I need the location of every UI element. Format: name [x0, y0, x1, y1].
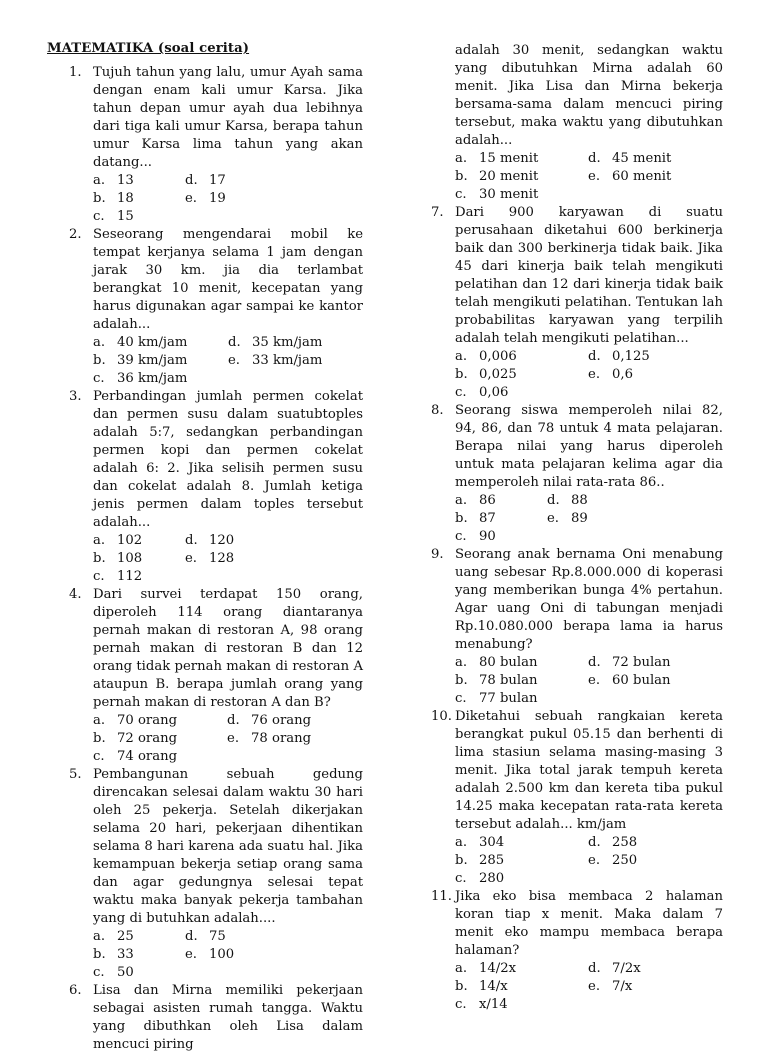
option-row: [455, 690, 723, 708]
option-b: [455, 978, 588, 996]
option-row: [93, 352, 363, 370]
option-letter: d.: [588, 151, 601, 166]
question-number: [47, 226, 93, 334]
question-9: [427, 546, 723, 708]
option-text: 50: [117, 965, 134, 980]
question-stem: [47, 388, 363, 532]
option-letter: c.: [455, 691, 467, 706]
option-text: 14/x: [479, 979, 508, 994]
option-text: 39 km/jam: [117, 353, 188, 368]
answer-options: [93, 712, 363, 766]
option-b: [93, 550, 185, 568]
option-letter: a.: [93, 929, 106, 944]
option-row: [93, 568, 363, 586]
option-e: [547, 510, 667, 528]
option-letter: a.: [455, 961, 468, 976]
option-c: [93, 370, 233, 388]
question-stem: [427, 204, 723, 348]
option-letter: d.: [588, 835, 601, 850]
option-text: 15: [117, 209, 134, 224]
option-d: [588, 348, 723, 366]
question-stem: [47, 64, 363, 172]
option-letter: e.: [588, 367, 601, 382]
option-letter: c.: [93, 371, 105, 386]
question-number: [427, 888, 455, 960]
option-letter: a.: [455, 151, 468, 166]
option-e: [185, 550, 305, 568]
question-text: Tujuh tahun yang lalu, umur Ayah sama dengan enam kali umur Karsa. Jika tahun depan umur ayah dua lebihnya dari tiga kali umur Karsa, berapa tahun umur Karsa lima tahun yang akan datang...: [93, 65, 363, 170]
option-b: [455, 852, 588, 870]
question-number-label: 8.: [431, 403, 444, 418]
option-text: 74 orang: [117, 749, 178, 764]
answer-options: [455, 834, 723, 888]
option-c: [455, 528, 547, 546]
option-text: 304: [479, 835, 505, 850]
option-a: [455, 348, 588, 366]
option-e: [185, 946, 305, 964]
option-text: 112: [117, 569, 143, 584]
option-e: [588, 672, 723, 690]
option-text: x/14: [479, 997, 508, 1012]
option-text: 86: [479, 493, 496, 508]
option-letter: b.: [93, 551, 106, 566]
option-d: [185, 172, 305, 190]
question-number-label: 4.: [69, 587, 82, 602]
option-text: 40 km/jam: [117, 335, 188, 350]
question-number-label: 9.: [431, 547, 444, 562]
question-text: Perbandingan jumlah permen cokelat dan permen susu dalam suatubtoples adalah 5:7, sedangkan perbandingan permen kopi dan permen cokelat adalah 6: 2. Jika selisih permen susu dan cokelat adalah 8. Jumlah ketiga jenis permen dalam toples tersebut adalah...: [93, 389, 363, 530]
option-row: [455, 186, 723, 204]
option-text: 280: [479, 871, 505, 886]
option-c: [455, 384, 593, 402]
option-text: 60 menit: [612, 169, 672, 184]
option-c: [93, 748, 231, 766]
option-letter: a.: [93, 533, 106, 548]
option-c: [455, 690, 593, 708]
option-c: [455, 996, 593, 1014]
question-number: [47, 586, 93, 712]
option-letter: b.: [455, 673, 468, 688]
option-b: [93, 190, 185, 208]
question-number: [427, 204, 455, 348]
question-6: [427, 42, 723, 204]
option-row: [455, 168, 723, 186]
question-2: [47, 226, 363, 388]
option-text: 78 orang: [251, 731, 312, 746]
question-number-label: 6.: [69, 983, 82, 998]
option-b: [93, 730, 227, 748]
question-1: [47, 64, 363, 226]
option-text: 13: [117, 173, 134, 188]
option-letter: c.: [93, 569, 105, 584]
option-text: 88: [571, 493, 588, 508]
option-row: [93, 370, 363, 388]
option-d: [588, 654, 723, 672]
option-text: 0,025: [479, 367, 517, 382]
option-row: [93, 208, 363, 226]
question-number-label: 1.: [69, 65, 82, 80]
option-row: [455, 834, 723, 852]
option-letter: e.: [228, 353, 240, 368]
option-a: [93, 334, 228, 352]
option-text: 70 orang: [117, 713, 178, 728]
option-d: [228, 334, 363, 352]
option-letter: c.: [455, 997, 467, 1012]
right-column: [427, 42, 723, 1014]
option-letter: e.: [185, 191, 197, 206]
option-e: [185, 190, 305, 208]
question-text: Dari survei terdapat 150 orang, diperoleh 114 orang diantaranya pernah makan di restoran A, 98 orang pernah makan di restoran B dan 12 orang tidak pernah makan di restoran A ataupun B. berapa jumlah orang yang pernah makan di restoran A dan B?: [93, 587, 363, 710]
answer-options: [455, 960, 723, 1014]
option-row: [455, 348, 723, 366]
option-c: [93, 208, 185, 226]
question-number-label: 10.: [431, 709, 452, 724]
option-text: 0,6: [612, 367, 634, 382]
option-letter: d.: [588, 349, 601, 364]
option-b: [93, 946, 185, 964]
option-letter: c.: [455, 529, 467, 544]
option-a: [455, 654, 588, 672]
answer-options: [455, 348, 723, 402]
option-row: [455, 384, 723, 402]
option-b: [455, 168, 588, 186]
option-letter: e.: [588, 853, 601, 868]
answer-options: [455, 492, 723, 546]
option-text: 90: [479, 529, 496, 544]
option-b: [455, 672, 588, 690]
option-text: 36 km/jam: [117, 371, 188, 386]
option-text: 45 menit: [612, 151, 672, 166]
option-e: [588, 852, 723, 870]
option-text: 72 bulan: [612, 655, 671, 670]
option-text: 18: [117, 191, 134, 206]
option-text: 35 km/jam: [252, 335, 323, 350]
option-row: [93, 928, 363, 946]
option-text: 7/x: [612, 979, 633, 994]
option-letter: d.: [588, 961, 601, 976]
option-text: 258: [612, 835, 638, 850]
option-a: [93, 532, 185, 550]
option-letter: b.: [455, 169, 468, 184]
option-letter: b.: [455, 367, 468, 382]
option-a: [93, 172, 185, 190]
option-text: 33 km/jam: [252, 353, 323, 368]
option-letter: e.: [588, 979, 601, 994]
option-a: [455, 150, 588, 168]
question-text-continued: adalah 30 menit, sedangkan waktu yang dibutuhkan Mirna adalah 60 menit. Jika Lisa dan Mirna bekerja bersama-sama dalam mencuci piring tersebut, maka waktu yang dibutuhkan adalah...: [455, 43, 723, 148]
option-text: 250: [612, 853, 638, 868]
question-number: [427, 546, 455, 654]
option-letter: b.: [93, 353, 106, 368]
option-a: [455, 492, 547, 510]
option-a: [93, 712, 227, 730]
option-row: [455, 960, 723, 978]
question-number: [47, 982, 93, 1054]
option-letter: c.: [93, 749, 105, 764]
left-column: [47, 40, 363, 1054]
question-text: Dari 900 karyawan di suatu perusahaan diketahui 600 berkinerja baik dan 300 berkinerja tidak baik. Jika 45 dari kinerja baik telah mengikuti pelatihan dan 12 dari kinerja tidak baik telah mengikuti pelatihan. Tentukan lah probabilitas karyawan yang terpilih adalah telah mengikuti pelatihan...: [455, 205, 723, 346]
answer-options: [93, 928, 363, 982]
option-text: 120: [209, 533, 235, 548]
option-text: 20 menit: [479, 169, 539, 184]
question-number-label: 5.: [69, 767, 82, 782]
option-a: [455, 960, 588, 978]
option-text: 89: [571, 511, 588, 526]
option-d: [227, 712, 363, 730]
question-stem: [427, 402, 723, 492]
option-letter: a.: [455, 835, 468, 850]
question-11: [427, 888, 723, 1014]
question-10: [427, 708, 723, 888]
option-text: 0,06: [479, 385, 509, 400]
option-row: [93, 946, 363, 964]
option-letter: d.: [185, 929, 198, 944]
option-letter: a.: [455, 655, 468, 670]
question-number: [47, 766, 93, 928]
option-letter: c.: [93, 965, 105, 980]
page-title: MATEMATIKA (soal cerita): [47, 41, 250, 56]
question-number: [47, 64, 93, 172]
question-stem: [47, 226, 363, 334]
option-text: 102: [117, 533, 143, 548]
question-stem: [427, 708, 723, 834]
option-text: 25: [117, 929, 134, 944]
option-letter: b.: [455, 853, 468, 868]
question-number-spacer: [427, 42, 455, 150]
option-b: [93, 352, 228, 370]
question-text: Seorang anak bernama Oni menabung uang sebesar Rp.8.000.000 di koperasi yang memberikan bunga 4% pertahun. Agar uang Oni di tabungan menjadi Rp.10.080.000 berapa lama ia harus menabung?: [455, 547, 723, 652]
option-row: [455, 978, 723, 996]
option-letter: d.: [185, 533, 198, 548]
option-row: [455, 672, 723, 690]
option-e: [588, 366, 723, 384]
option-text: 285: [479, 853, 505, 868]
question-5: [47, 766, 363, 982]
option-row: [93, 172, 363, 190]
option-row: [455, 654, 723, 672]
option-letter: b.: [455, 979, 468, 994]
option-text: 72 orang: [117, 731, 178, 746]
option-text: 76 orang: [251, 713, 312, 728]
option-letter: b.: [93, 947, 106, 962]
question-stem: [427, 888, 723, 960]
question-number-label: 7.: [431, 205, 444, 220]
answer-options: [93, 532, 363, 586]
option-d: [185, 928, 305, 946]
option-text: 100: [209, 947, 235, 962]
option-e: [227, 730, 363, 748]
option-letter: e.: [185, 947, 197, 962]
option-c: [455, 870, 593, 888]
option-text: 108: [117, 551, 143, 566]
question-text: Lisa dan Mirna memiliki pekerjaan sebagai asisten rumah tangga. Waktu yang dibuthkan oleh Lisa dalam mencuci piring: [93, 983, 363, 1052]
option-row: [455, 150, 723, 168]
question-4: [47, 586, 363, 766]
option-letter: e.: [588, 673, 601, 688]
answer-options: [455, 150, 723, 204]
option-text: 17: [209, 173, 226, 188]
option-letter: a.: [93, 173, 106, 188]
question-stem: [47, 982, 363, 1054]
option-letter: b.: [93, 731, 106, 746]
option-e: [588, 978, 723, 996]
option-letter: c.: [93, 209, 105, 224]
option-text: 60 bulan: [612, 673, 671, 688]
option-text: 19: [209, 191, 226, 206]
option-d: [588, 150, 723, 168]
option-c: [93, 568, 185, 586]
question-number-label: 2.: [69, 227, 82, 242]
option-d: [185, 532, 305, 550]
question-text: Diketahui sebuah rangkaian kereta berangkat pukul 05.15 dan berhenti di lima stasiun selama masing-masing 3 menit. Jika total jarak tempuh kereta adalah 2.500 km dan kereta tiba pukul 14.25 maka kecepatan rata-rata kereta tersebut adalah... km/jam: [455, 709, 723, 832]
option-a: [455, 834, 588, 852]
option-row: [93, 964, 363, 982]
option-row: [455, 852, 723, 870]
option-letter: a.: [93, 713, 106, 728]
option-row: [93, 712, 363, 730]
option-letter: e.: [547, 511, 559, 526]
option-text: 77 bulan: [479, 691, 538, 706]
question-number-label: 3.: [69, 389, 82, 404]
answer-options: [93, 172, 363, 226]
option-letter: d.: [227, 713, 240, 728]
option-text: 75: [209, 929, 226, 944]
option-row: [93, 334, 363, 352]
option-row: [455, 870, 723, 888]
option-text: 14/2x: [479, 961, 517, 976]
option-b: [455, 510, 547, 528]
option-row: [93, 730, 363, 748]
option-a: [93, 928, 185, 946]
option-text: 128: [209, 551, 235, 566]
option-row: [455, 510, 723, 528]
answer-options: [455, 654, 723, 708]
question-stem-continued: [427, 42, 723, 150]
option-d: [588, 960, 723, 978]
option-text: 15 menit: [479, 151, 539, 166]
option-text: 78 bulan: [479, 673, 538, 688]
option-row: [93, 748, 363, 766]
option-d: [547, 492, 667, 510]
option-b: [455, 366, 588, 384]
option-text: 0,006: [479, 349, 517, 364]
option-c: [455, 186, 593, 204]
option-d: [588, 834, 723, 852]
option-e: [228, 352, 363, 370]
option-row: [93, 550, 363, 568]
question-6: [47, 982, 363, 1054]
option-letter: b.: [93, 191, 106, 206]
option-letter: c.: [455, 385, 467, 400]
question-3: [47, 388, 363, 586]
option-text: 33: [117, 947, 134, 962]
option-letter: a.: [93, 335, 106, 350]
option-e: [588, 168, 723, 186]
question-stem: [427, 546, 723, 654]
option-text: 7/2x: [612, 961, 641, 976]
option-text: 30 menit: [479, 187, 539, 202]
answer-options: [93, 334, 363, 388]
option-letter: d.: [185, 173, 198, 188]
option-letter: c.: [455, 187, 467, 202]
option-row: [93, 190, 363, 208]
question-stem: [47, 586, 363, 712]
question-number-label: 11.: [431, 889, 452, 904]
option-row: [455, 528, 723, 546]
option-text: 80 bulan: [479, 655, 538, 670]
question-text: Seseorang mengendarai mobil ke tempat kerjanya selama 1 jam dengan jarak 30 km. jia dia terlambat berangkat 10 menit, kecepatan yang harus digunakan agar sampai ke kantor adalah...: [93, 227, 363, 332]
question-number: [427, 708, 455, 834]
option-letter: a.: [455, 349, 468, 364]
question-8: [427, 402, 723, 546]
option-row: [455, 366, 723, 384]
option-text: 0,125: [612, 349, 650, 364]
question-stem: [47, 766, 363, 928]
option-letter: e.: [227, 731, 240, 746]
option-row: [455, 492, 723, 510]
option-letter: c.: [455, 871, 467, 886]
option-letter: d.: [588, 655, 601, 670]
option-row: [93, 532, 363, 550]
question-7: [427, 204, 723, 402]
question-text: Seorang siswa memperoleh nilai 82, 94, 86, dan 78 untuk 4 mata pelajaran. Berapa nilai yang harus diperoleh untuk mata pelajaran kelima agar dia memperoleh nilai rata-rata 86..: [455, 403, 723, 490]
option-letter: d.: [228, 335, 241, 350]
option-letter: b.: [455, 511, 468, 526]
option-letter: e.: [185, 551, 197, 566]
question-number: [427, 402, 455, 492]
question-text: Jika eko bisa membaca 2 halaman koran tiap x menit. Maka dalam 7 menit eko mampu membaca berapa halaman?: [455, 889, 723, 958]
option-row: [455, 996, 723, 1014]
option-letter: d.: [547, 493, 560, 508]
option-c: [93, 964, 185, 982]
option-letter: e.: [588, 169, 601, 184]
question-text: Pembangunan sebuah gedung direncakan selesai dalam waktu 30 hari oleh 25 pekerja. Setelah dikerjakan selama 20 hari, pekerjaan dihentikan selama 8 hari karena ada suatu hal. Jika kemampuan bekerja setiap orang sama dan agar gedungnya selesai tepat waktu maka banyak pekerja tambahan yang di butuhkan adalah....: [93, 767, 363, 926]
option-letter: a.: [455, 493, 468, 508]
question-number: [47, 388, 93, 532]
option-text: 87: [479, 511, 496, 526]
